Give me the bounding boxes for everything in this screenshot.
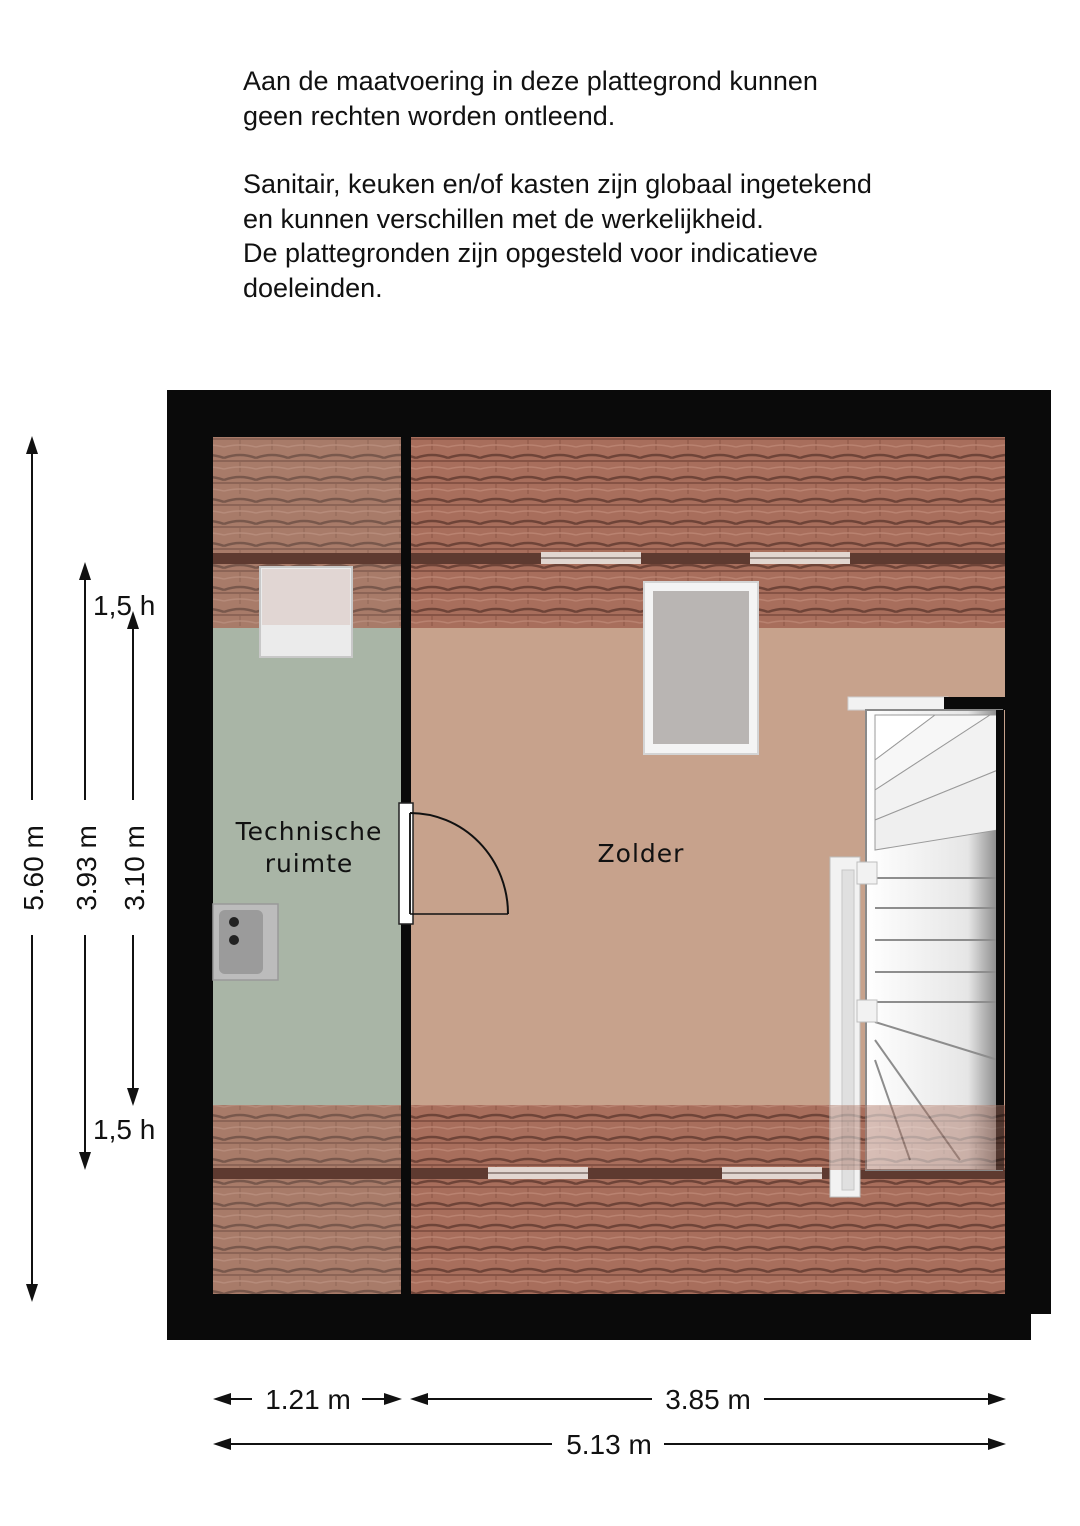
- sink-tap-icon: [229, 917, 239, 927]
- disclaimer-line: doeleinden.: [243, 272, 383, 303]
- room-label-technische: Technische: [235, 817, 383, 846]
- dimension-513: [213, 1429, 1006, 1460]
- disclaimer-line: Aan de maatvoering in deze plattegrond kunnen: [243, 66, 818, 96]
- stair-roof-overlay: [830, 1105, 1005, 1170]
- dimension-393: [71, 562, 102, 1170]
- dimension-310: [119, 611, 150, 1106]
- roof-bottom-left: [213, 1105, 401, 1294]
- utility-sink-basin: [219, 910, 263, 974]
- dimension-121: [213, 1384, 402, 1415]
- disclaimer-line: en kunnen verschillen met de werkelijkheid.: [243, 203, 764, 234]
- disclaimer-line: De plattegronden zijn opgesteld voor indicatieve: [243, 238, 818, 268]
- dim-label-3-93: 3.93 m: [71, 825, 102, 911]
- disclaimer-line: Sanitair, keuken en/of kasten zijn globaal ingetekend: [243, 169, 872, 199]
- skylight-glass: [653, 591, 749, 744]
- dim-label-5-60: 5.60 m: [18, 825, 49, 911]
- knee-height-bottom: 1,5 h: [93, 1114, 156, 1145]
- room-label-ruimte: ruimte: [264, 849, 354, 878]
- sink-drain-icon: [229, 935, 239, 945]
- knee-height-top: 1,5 h: [93, 590, 156, 621]
- dim-label-5-13: 5.13 m: [566, 1429, 652, 1460]
- wall-notch: [1031, 1314, 1053, 1344]
- dim-label-1-21: 1.21 m: [265, 1384, 351, 1415]
- boiler-top: [262, 569, 350, 625]
- dim-label-3-10: 3.10 m: [119, 825, 150, 911]
- dimension-385: [410, 1384, 1006, 1415]
- room-label-zolder: Zolder: [597, 839, 685, 868]
- dim-label-3-85: 3.85 m: [665, 1384, 751, 1415]
- dimension-total-height: [18, 436, 49, 1302]
- disclaimer-line: geen rechten worden ontleend.: [243, 100, 616, 131]
